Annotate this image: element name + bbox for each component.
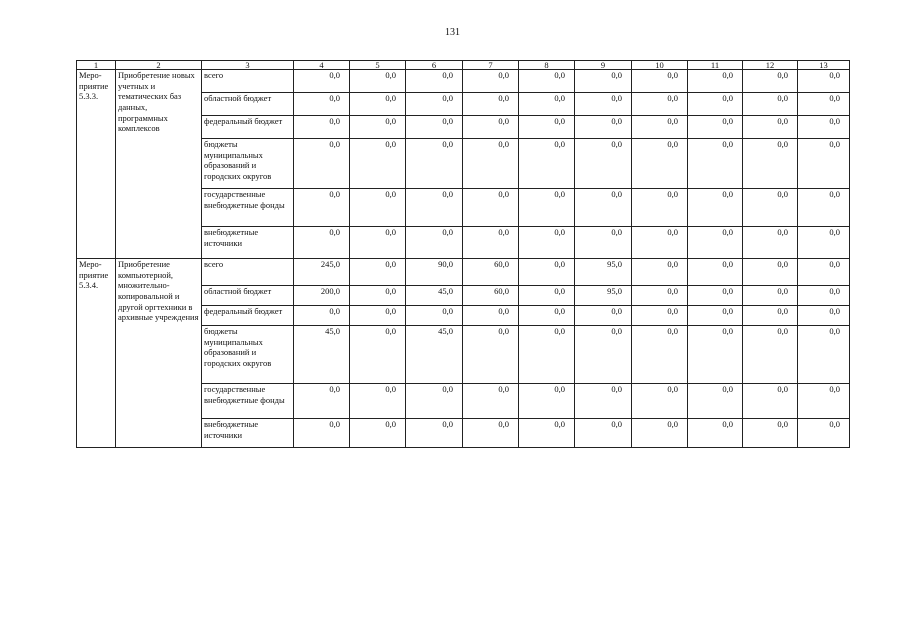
amount-cell: 0,0 (406, 384, 463, 419)
amount-cell: 0,0 (406, 419, 463, 448)
amount-cell: 0,0 (798, 326, 850, 384)
amount-cell: 0,0 (350, 419, 406, 448)
amount-cell: 0,0 (463, 326, 519, 384)
table-row (77, 259, 850, 286)
amount-cell: 0,0 (688, 286, 743, 306)
amount-cell: 0,0 (798, 306, 850, 326)
amount-cell: 45,0 (294, 326, 350, 384)
amount-cell: 0,0 (743, 306, 798, 326)
amount-cell: 0,0 (575, 306, 632, 326)
amount-cell: 0,0 (632, 326, 688, 384)
amount-cell: 0,0 (350, 189, 406, 227)
amount-cell: 0,0 (350, 286, 406, 306)
amount-cell: 0,0 (743, 259, 798, 286)
amount-cell: 0,0 (743, 93, 798, 116)
amount-cell: 0,0 (688, 116, 743, 139)
amount-cell: 245,0 (294, 259, 350, 286)
amount-cell: 0,0 (575, 116, 632, 139)
amount-cell: 0,0 (519, 286, 575, 306)
amount-cell: 0,0 (632, 189, 688, 227)
amount-cell: 0,0 (350, 70, 406, 93)
amount-cell: 0,0 (743, 227, 798, 259)
amount-cell: 95,0 (575, 286, 632, 306)
amount-cell: 0,0 (406, 116, 463, 139)
amount-cell: 0,0 (350, 259, 406, 286)
amount-cell: 0,0 (463, 384, 519, 419)
amount-cell: 0,0 (575, 189, 632, 227)
funding-source-cell: федеральный бюджет (202, 116, 294, 139)
funding-source-cell: областной бюджет (202, 93, 294, 116)
column-number: 10 (632, 61, 688, 70)
amount-cell: 0,0 (519, 70, 575, 93)
funding-source-cell: областной бюджет (202, 286, 294, 306)
amount-cell: 0,0 (798, 116, 850, 139)
amount-cell: 0,0 (519, 227, 575, 259)
amount-cell: 0,0 (743, 384, 798, 419)
amount-cell: 90,0 (406, 259, 463, 286)
column-number: 7 (463, 61, 519, 70)
funding-source-cell: бюджеты муниципальных образований и городских округов (202, 139, 294, 189)
event-title-cell: Приобретение компьютерной, множительно-копировальной и другой оргтехники в архивные учреждения (116, 259, 202, 448)
amount-cell: 0,0 (632, 227, 688, 259)
column-number: 4 (294, 61, 350, 70)
amount-cell: 95,0 (575, 259, 632, 286)
column-number: 8 (519, 61, 575, 70)
column-number-row (77, 61, 850, 70)
column-number: 9 (575, 61, 632, 70)
amount-cell: 0,0 (294, 139, 350, 189)
amount-cell: 0,0 (632, 139, 688, 189)
column-number: 13 (798, 61, 850, 70)
amount-cell: 0,0 (743, 419, 798, 448)
amount-cell: 0,0 (519, 306, 575, 326)
amount-cell: 0,0 (350, 93, 406, 116)
amount-cell: 0,0 (350, 139, 406, 189)
column-number: 12 (743, 61, 798, 70)
amount-cell: 0,0 (688, 227, 743, 259)
amount-cell: 0,0 (743, 326, 798, 384)
amount-cell: 0,0 (294, 419, 350, 448)
amount-cell: 0,0 (350, 306, 406, 326)
amount-cell: 0,0 (294, 93, 350, 116)
amount-cell: 0,0 (575, 384, 632, 419)
amount-cell: 0,0 (519, 384, 575, 419)
amount-cell: 0,0 (632, 93, 688, 116)
amount-cell: 0,0 (575, 70, 632, 93)
amount-cell: 0,0 (798, 384, 850, 419)
amount-cell: 0,0 (798, 419, 850, 448)
amount-cell: 0,0 (575, 139, 632, 189)
column-number: 3 (202, 61, 294, 70)
amount-cell: 45,0 (406, 286, 463, 306)
amount-cell: 0,0 (294, 70, 350, 93)
amount-cell: 0,0 (406, 139, 463, 189)
amount-cell: 200,0 (294, 286, 350, 306)
amount-cell: 0,0 (688, 384, 743, 419)
amount-cell: 0,0 (463, 189, 519, 227)
amount-cell: 0,0 (798, 259, 850, 286)
page-number: 131 (445, 27, 460, 38)
amount-cell: 0,0 (350, 116, 406, 139)
amount-cell: 0,0 (463, 306, 519, 326)
amount-cell: 0,0 (743, 286, 798, 306)
amount-cell: 0,0 (519, 259, 575, 286)
amount-cell: 0,0 (294, 306, 350, 326)
amount-cell: 0,0 (743, 189, 798, 227)
amount-cell: 0,0 (632, 116, 688, 139)
amount-cell: 0,0 (688, 326, 743, 384)
amount-cell: 0,0 (406, 70, 463, 93)
event-id-cell: Меро-приятие 5.3.4. (77, 259, 116, 448)
amount-cell: 0,0 (350, 227, 406, 259)
amount-cell: 0,0 (519, 139, 575, 189)
amount-cell: 0,0 (575, 419, 632, 448)
amount-cell: 0,0 (350, 326, 406, 384)
column-number: 2 (116, 61, 202, 70)
amount-cell: 0,0 (798, 189, 850, 227)
table-row (77, 70, 850, 93)
amount-cell: 0,0 (463, 419, 519, 448)
amount-cell: 0,0 (798, 227, 850, 259)
amount-cell: 0,0 (632, 419, 688, 448)
amount-cell: 0,0 (632, 306, 688, 326)
event-id-cell: Меро-приятие 5.3.3. (77, 70, 116, 259)
amount-cell: 0,0 (688, 306, 743, 326)
amount-cell: 0,0 (743, 139, 798, 189)
amount-cell: 0,0 (575, 93, 632, 116)
amount-cell: 0,0 (798, 70, 850, 93)
amount-cell: 0,0 (463, 70, 519, 93)
column-number: 1 (77, 61, 116, 70)
amount-cell: 0,0 (632, 70, 688, 93)
amount-cell: 0,0 (688, 259, 743, 286)
funding-source-cell: государственные внебюджетные фонды (202, 189, 294, 227)
amount-cell: 60,0 (463, 286, 519, 306)
amount-cell: 0,0 (519, 116, 575, 139)
amount-cell: 0,0 (294, 227, 350, 259)
amount-cell: 0,0 (519, 419, 575, 448)
amount-cell: 0,0 (688, 70, 743, 93)
amount-cell: 0,0 (743, 116, 798, 139)
amount-cell: 0,0 (632, 259, 688, 286)
amount-cell: 0,0 (406, 227, 463, 259)
amount-cell: 0,0 (798, 139, 850, 189)
funding-source-cell: государственные внебюджетные фонды (202, 384, 294, 419)
amount-cell: 0,0 (688, 93, 743, 116)
funding-source-cell: внебюджетные источники (202, 419, 294, 448)
column-number: 6 (406, 61, 463, 70)
amount-cell: 45,0 (406, 326, 463, 384)
amount-cell: 0,0 (632, 286, 688, 306)
amount-cell: 0,0 (632, 384, 688, 419)
amount-cell: 0,0 (798, 286, 850, 306)
funding-source-cell: федеральный бюджет (202, 306, 294, 326)
amount-cell: 0,0 (519, 93, 575, 116)
amount-cell: 0,0 (519, 189, 575, 227)
amount-cell: 0,0 (463, 93, 519, 116)
amount-cell: 0,0 (350, 384, 406, 419)
amount-cell: 0,0 (463, 116, 519, 139)
amount-cell: 0,0 (406, 189, 463, 227)
amount-cell: 60,0 (463, 259, 519, 286)
column-number: 11 (688, 61, 743, 70)
amount-cell: 0,0 (294, 189, 350, 227)
amount-cell: 0,0 (798, 93, 850, 116)
funding-source-cell: бюджеты муниципальных образований и городских округов (202, 326, 294, 384)
amount-cell: 0,0 (294, 116, 350, 139)
amount-cell: 0,0 (743, 70, 798, 93)
amount-cell: 0,0 (406, 93, 463, 116)
budget-table (76, 60, 850, 448)
amount-cell: 0,0 (406, 306, 463, 326)
amount-cell: 0,0 (463, 227, 519, 259)
amount-cell: 0,0 (575, 326, 632, 384)
funding-source-cell: внебюджетные источники (202, 227, 294, 259)
event-title-cell: Приобретение новых учетных и тематических баз данных, программных комплексов (116, 70, 202, 259)
amount-cell: 0,0 (688, 189, 743, 227)
amount-cell: 0,0 (575, 227, 632, 259)
column-number: 5 (350, 61, 406, 70)
amount-cell: 0,0 (519, 326, 575, 384)
amount-cell: 0,0 (294, 384, 350, 419)
amount-cell: 0,0 (463, 139, 519, 189)
funding-source-cell: всего (202, 70, 294, 93)
amount-cell: 0,0 (688, 419, 743, 448)
funding-source-cell: всего (202, 259, 294, 286)
amount-cell: 0,0 (688, 139, 743, 189)
